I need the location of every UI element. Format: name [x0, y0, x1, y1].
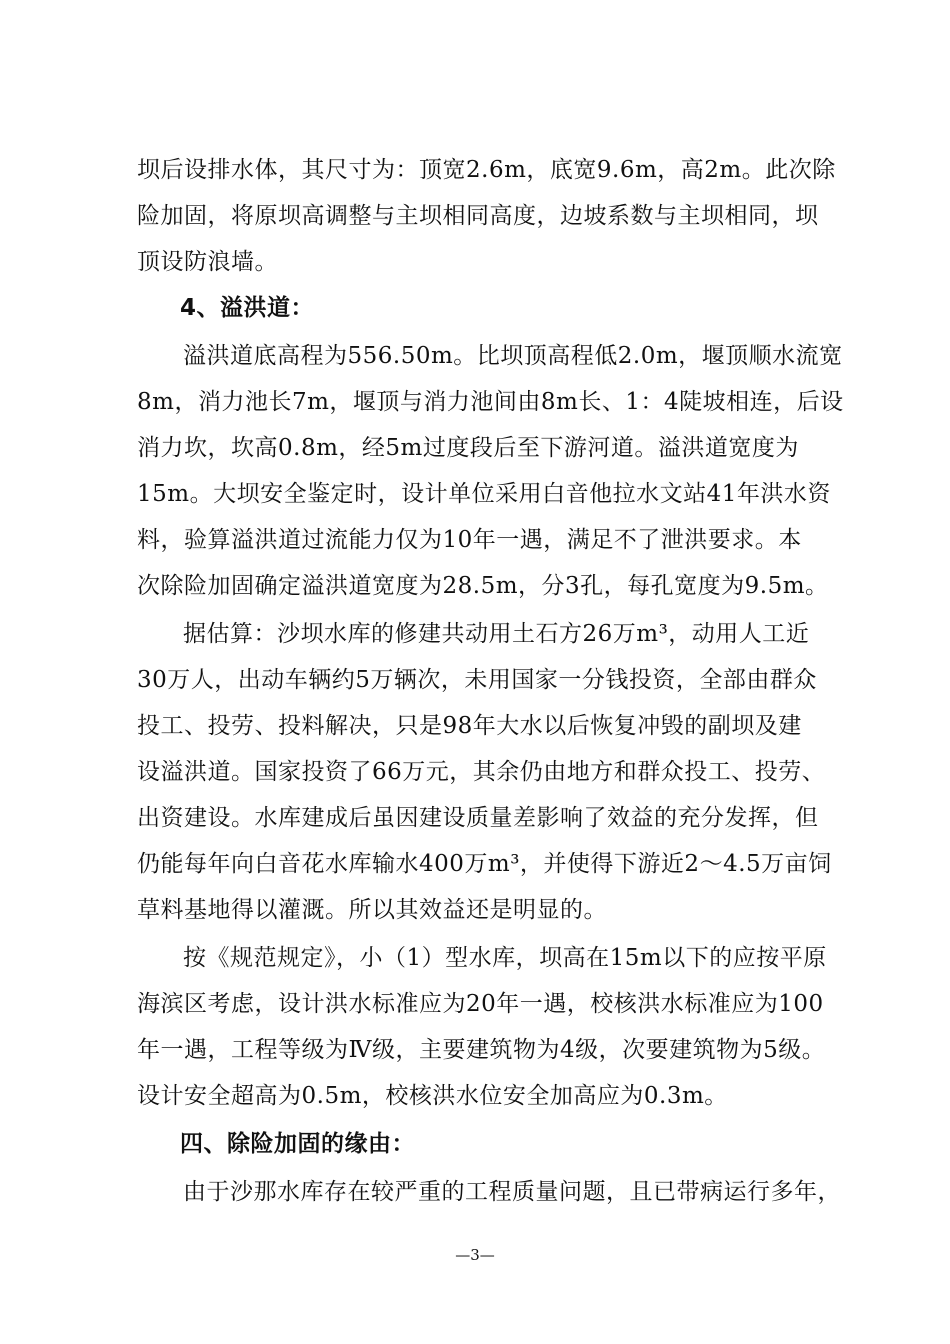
- body-line: 仍能每年向白音花水库输水400万m³，并使得下游近2～4.5万亩饲: [137, 851, 832, 877]
- body-line: 15m。大坝安全鉴定时，设计单位采用白音他拉水文站41年洪水资: [137, 481, 831, 507]
- body-line: 海滨区考虑，设计洪水标准应为20年一遇，校核洪水标准应为100: [137, 991, 824, 1017]
- section-heading-reasons: 四、除险加固的缘由：: [180, 1131, 415, 1157]
- section-heading-spillway: 4、溢洪道：: [180, 295, 315, 321]
- body-line: 坝后设排水体，其尺寸为：顶宽2.6m，底宽9.6m，高2m。此次除: [137, 157, 836, 183]
- body-line: 设计安全超高为0.5m，校核洪水位安全加高应为0.3m。: [137, 1083, 728, 1109]
- body-line: 次除险加固确定溢洪道宽度为28.5m，分3孔，每孔宽度为9.5m。: [137, 573, 829, 599]
- body-line: 投工、投劳、投料解决，只是98年大水以后恢复冲毁的副坝及建: [137, 713, 802, 739]
- body-line: 据估算：沙坝水库的修建共动用土石方26万m³，动用人工近: [183, 621, 810, 647]
- body-line: 险加固，将原坝高调整与主坝相同高度，边坡系数与主坝相同，坝: [137, 203, 819, 229]
- body-line: 设溢洪道。国家投资了66万元，其余仍由地方和群众投工、投劳、: [137, 759, 826, 785]
- body-line: 溢洪道底高程为556.50m。比坝顶高程低2.0m，堰顶顺水流宽: [183, 343, 843, 369]
- page-number: —3—: [455, 1246, 495, 1264]
- body-line: 年一遇，工程等级为Ⅳ级，主要建筑物为4级，次要建筑物为5级。: [137, 1037, 826, 1063]
- body-line: 由于沙那水库存在较严重的工程质量问题，且已带病运行多年，: [183, 1179, 841, 1205]
- body-line: 8m，消力池长7m，堰顶与消力池间由8m长、1：4陡坡相连，后设: [137, 389, 844, 415]
- body-line: 按《规范规定》，小（1）型水库，坝高在15m以下的应按平原: [183, 945, 827, 971]
- body-line: 料，验算溢洪道过流能力仅为10年一遇，满足不了泄洪要求。本: [137, 527, 802, 553]
- body-line: 30万人，出动车辆约5万辆次，未用国家一分钱投资，全部由群众: [137, 667, 817, 693]
- body-line: 顶设防浪墙。: [137, 249, 278, 275]
- body-line: 出资建设。水库建成后虽因建设质量差影响了效益的充分发挥，但: [137, 805, 819, 831]
- body-line: 草料基地得以灌溉。所以其效益还是明显的。: [137, 897, 607, 923]
- body-line: 消力坎，坎高0.8m，经5m过度段后至下游河道。溢洪道宽度为: [137, 435, 799, 461]
